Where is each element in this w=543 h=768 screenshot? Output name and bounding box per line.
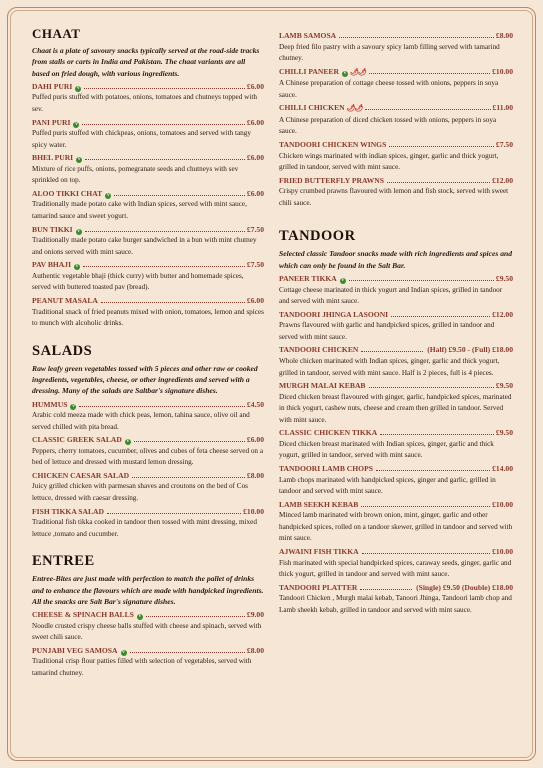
leader-dots (369, 387, 494, 388)
menu-item (32, 152, 264, 187)
menu-item (32, 434, 264, 469)
tandoor-title: TANDOOR (279, 228, 356, 245)
item-name: CLASSIC GREEK SALAD (32, 435, 122, 445)
item-description: Crispy crumbed prawns flavoured with lemon and fish stock, served with sweet chili sauce. (279, 187, 509, 207)
menu-item (279, 344, 513, 379)
item-description: Authentic vegetable bhaji (thick curry) with butter and homemade spices, served with buttered toasted pav (bread). (32, 271, 244, 292)
leader-dots (85, 231, 245, 232)
menu-item (279, 66, 513, 102)
veg-icon: v (77, 85, 80, 91)
item-description: Juicy grilled chicken with parmesan shaves and croutons on the bed of Cos lettuce, dressed with caesar dressing. (32, 482, 248, 503)
menu-item (279, 582, 513, 617)
item-description: Mixture of rice puffs, onions, pomegranate seeds and chutneys with sev sprinkled on top. (32, 164, 239, 185)
item-description: Tandoori Chicken , Murgh malai kebab, Tanoori Jhinga, Tandoori lamb chop and Lamb sheekh kebab, grilled in tandoor and served with mint sauce. (279, 594, 512, 614)
item-name: PUNJABI VEG SAMOSA (32, 645, 118, 655)
item-description: Diced chicken breast marinated with Indian spices, ginger, garlic and thick yogurt, grilled in tandoor, served with mint sauce. (279, 439, 494, 460)
menu-item (32, 259, 264, 294)
item-description: Noodle crusted crispy cheese balls stuffed with cheese and spinach, served with sweet chili sauce. (32, 621, 262, 642)
item-name: FISH TIKKA SALAD (32, 506, 105, 516)
item-name: ALOO TIKKI CHAT (32, 188, 103, 198)
item-name: CLASSIC CHICKEN TIKKA (279, 428, 378, 438)
leader-dots (376, 470, 490, 471)
leader-dots (101, 302, 245, 303)
leader-dots (83, 266, 245, 267)
item-price: £10.00 (243, 506, 264, 516)
item-description: Chicken wings marinated with indian spices, ginger, garlic and thick yogurt, grilled in tandoor, served with mint sauce. (279, 151, 499, 172)
item-description: Traditionally made potato cake burger sandwiched in a bun with mint chutney and onions served with mint sauce. (32, 236, 257, 256)
item-price: £8.00 (246, 470, 264, 480)
item-price: £9.50 (495, 381, 513, 391)
leader-dots (82, 124, 244, 125)
item-name: BHEL PURI (32, 153, 74, 163)
item-name: MURGH MALAI KEBAB (279, 381, 366, 391)
menu-item (279, 463, 513, 498)
item-price: £4.50 (246, 399, 264, 409)
item-price: £9.50 (495, 274, 513, 284)
item-description: Traditional crisp flour patties filled with selection of vegetables, served with tamarind chutney. (32, 657, 252, 678)
item-description: Traditionally made potato cake with Indian spices, served with mint sauce, tamarind sauce and sweet yogurt. (32, 200, 247, 221)
item-description: Arabic cold meeza made with chick peas, lemon, tahina sauce, olive oil and served chilled with pita bread. (32, 411, 250, 431)
menu-item (279, 273, 513, 308)
leader-dots (134, 441, 245, 442)
item-price: £12.00 (492, 175, 513, 185)
item-name: TANDOORI CHICKEN (279, 345, 359, 355)
veg-icon: v (77, 228, 80, 234)
veg-icon: v (75, 121, 78, 127)
item-price: £18.00 (492, 582, 513, 592)
menu-item (32, 188, 264, 223)
menu-item (279, 427, 513, 462)
item-name: AJWAINI FISH TIKKA (279, 547, 359, 557)
item-description: Cottage cheese marinated in thick yogurt and Indian spices, grilled in tandoor and served with mint sauce. (279, 285, 503, 306)
item-name: PEANUT MASALA (32, 296, 98, 306)
entree-section (32, 553, 264, 679)
menu-item (32, 224, 264, 259)
menu-item (32, 609, 264, 644)
veg-icon: v (138, 614, 142, 620)
item-description: Puffed puris stuffed with chickpeas, onions, tomatoes and served with tangy spicy water. (32, 129, 251, 149)
item-description: Lamb chops marinated with handpicked spices, ginger and garlic, grilled in tandoor and served with mint sauce. (279, 475, 496, 496)
veg-icon: v (341, 278, 344, 284)
item-name: PANEER TIKKA (279, 274, 337, 284)
item-description: Traditional snack of fried peanuts mixed with onion, tomatoes, lemon and spices to munch with alcoholic drinks. (32, 307, 264, 328)
entree-continued (279, 30, 513, 209)
chilli-icon: 🌶🌶 (350, 67, 366, 76)
item-description: Prawns flavoured with garlic and handpicked spices, grilled in tandoor and served with mint sauce. (279, 321, 495, 341)
tandoor-intro: Selected classic Tandoor snacks made with rich ingredients and spices and which can only be found in the Salt Bar. (279, 249, 513, 270)
leader-dots (339, 37, 494, 38)
item-price: £7.50 (495, 140, 513, 150)
leader-dots (85, 159, 245, 160)
leader-dots (146, 616, 245, 617)
item-name: TANDOORI PLATTER (279, 582, 358, 592)
item-price: £8.00 (495, 31, 513, 40)
item-price: £6.00 (246, 435, 264, 445)
entree-intro: Entree-Bites are just made with perfection to match the pallet of drinks and to enhance the flavours which are made with handpicked ingredients. All the snacks are Salt Bar's signature dishes. (32, 574, 264, 606)
entree-title: ENTREE (32, 553, 95, 570)
leader-dots (79, 406, 244, 407)
item-name: CHILLI CHICKEN (279, 103, 345, 113)
item-price: £9.00 (246, 610, 264, 620)
item-description: A Chinese preparation of diced chicken tossed with onions, peppers in soya sauce. (279, 115, 497, 136)
item-name: TANDOORI JHINGA LASOONI (279, 309, 389, 319)
leader-dots (84, 88, 245, 89)
item-name: TANDOORI CHICKEN WINGS (279, 140, 387, 150)
item-name: FRIED BUTTERFLY PRAWNS (279, 175, 384, 185)
menu-item (32, 117, 264, 152)
item-name: TANDOORI LAMB CHOPS (279, 464, 373, 474)
item-price: £14.00 (492, 464, 513, 474)
menu-item (32, 81, 264, 116)
item-price: £10.00 (492, 499, 513, 509)
chaat-intro: Chaat is a plate of savoury snacks typically served at the road-side tracks from stalls or carts in India and Pakistan. The chaat variants are all based on fried dough, with various ingredients. (32, 46, 260, 78)
item-price: £6.00 (246, 81, 264, 91)
item-description: Whole chicken marinated with Indian spices, ginger, garlic and thick yogurt, grilled in tandoor, served with mint sauce. Half is 2 pieces, full is 4 pieces. (279, 356, 500, 377)
menu-item (279, 139, 513, 174)
item-description: Minced lamb marinated with brown onion, mint, ginger, garlic and other handpicked spices, rolled on a tandoor skewer, grilled in tandoor and served with mint sauce. (279, 511, 513, 543)
leader-dots (130, 652, 245, 653)
right-column (279, 30, 513, 617)
leader-dots (387, 182, 490, 183)
leader-dots (361, 506, 490, 507)
chaat-section (32, 26, 264, 330)
menu-item (32, 399, 264, 434)
veg-icon: v (72, 403, 75, 409)
item-price: £8.00 (246, 645, 264, 655)
item-price: £6.00 (246, 117, 264, 127)
salads-title: SALADS (32, 342, 93, 359)
menu-item (279, 30, 513, 65)
item-name: LAMB SAMOSA (279, 31, 337, 40)
item-price: £10.00 (492, 547, 513, 557)
menu-item (279, 380, 513, 426)
leader-dots (362, 553, 490, 554)
leader-dots (349, 280, 494, 281)
item-price: £7.50 (246, 224, 264, 234)
menu-item (279, 499, 513, 545)
item-price: £9.50 (495, 428, 513, 438)
item-description: Fish marinated with special handpicked spices, caraway seeds, ginger, garlic and thick yogurt, grilled in tandoor and served with mint sauce. (279, 558, 512, 579)
item-name: DAHI PURI (32, 81, 73, 91)
chaat-title: CHAAT (32, 26, 81, 41)
veg-icon: v (106, 192, 110, 198)
veg-icon: v (126, 439, 130, 445)
leader-dots (360, 589, 412, 590)
item-name: PAV BHAJI (32, 260, 72, 270)
leader-dots (369, 73, 490, 74)
veg-icon: v (343, 70, 347, 76)
item-description: A Chinese preparation of cottage cheese tossed with onions, peppers in soya sauce. (279, 79, 499, 99)
tandoor-section (279, 228, 513, 616)
item-price: £10.00 (492, 66, 513, 76)
menu-item (32, 645, 264, 680)
leader-dots (391, 316, 490, 317)
item-portion-prices: (Half) £9.50 - (Full) (427, 345, 491, 355)
leader-dots (365, 109, 490, 110)
item-portion-prices: (Single) £9.50 (Double) (416, 582, 491, 592)
menu-item (32, 470, 264, 505)
item-price: £12.00 (492, 309, 513, 319)
item-name: HUMMUS (32, 399, 68, 409)
item-name: PANI PURI (32, 117, 71, 127)
veg-icon: v (77, 157, 81, 163)
menu-item (32, 506, 264, 541)
menu-item (32, 295, 264, 330)
veg-icon: v (75, 264, 79, 270)
menu-item (279, 175, 513, 210)
item-price: £6.00 (246, 188, 264, 198)
veg-icon: v (122, 649, 125, 655)
item-price: £6.00 (246, 153, 264, 163)
item-price: £11.00 (492, 103, 513, 113)
menu-item (279, 309, 513, 344)
item-name: CHILLI PANEER (279, 66, 339, 76)
leader-dots (389, 146, 494, 147)
item-description: Diced chicken breast flavoured with ginger, garlic, handpicked spices, marinated in thick yogurt, cashew nuts, cheese and cream then grilled in tandoor. Served with mint sauce. (279, 392, 512, 424)
menu-item (279, 102, 513, 138)
left-column (32, 26, 264, 681)
leader-dots (132, 477, 245, 478)
menu-item (279, 546, 513, 581)
item-description: Puffed puris stuffed with potatoes, onions, tomatoes and chutneys topped with sev. (32, 93, 257, 113)
salads-section (32, 343, 264, 541)
leader-dots (114, 195, 245, 196)
item-name: LAMB SEEKH KEBAB (279, 499, 359, 509)
item-name: CHEESE & SPINACH BALLS (32, 610, 134, 620)
item-price: £7.50 (246, 260, 264, 270)
chilli-icon: 🌶🌶 (346, 104, 363, 113)
leader-dots (361, 351, 423, 352)
item-price: £6.00 (246, 296, 264, 306)
item-description: Deep fried filo pastry with a savoury spicy lamb filling served with tamarind chutney. (279, 42, 500, 63)
item-price: £18.00 (492, 345, 513, 355)
item-description: Peppers, cherry tomatoes, cucumber, olives and cubes of feta cheese served on a bed of lettuce and dressed with mustard lemon dressing. (32, 446, 264, 467)
salads-intro: Raw leafy green vegetables tossed with 5 pieces and other raw or cooked ingredients, vegetables, cheese, or other ingredients and served with a dressing. Many of the salads are Saltbar's signature dishes. (32, 363, 258, 396)
item-name: BUN TIKKI (32, 224, 73, 234)
item-name: CHICKEN CAESAR SALAD (32, 470, 130, 480)
item-description: Traditional fish tikka cooked in tandoor then tossed with mint dressing, mixed lettuce ,tomato and cucumber. (32, 518, 257, 538)
leader-dots (380, 434, 494, 435)
leader-dots (107, 513, 241, 514)
